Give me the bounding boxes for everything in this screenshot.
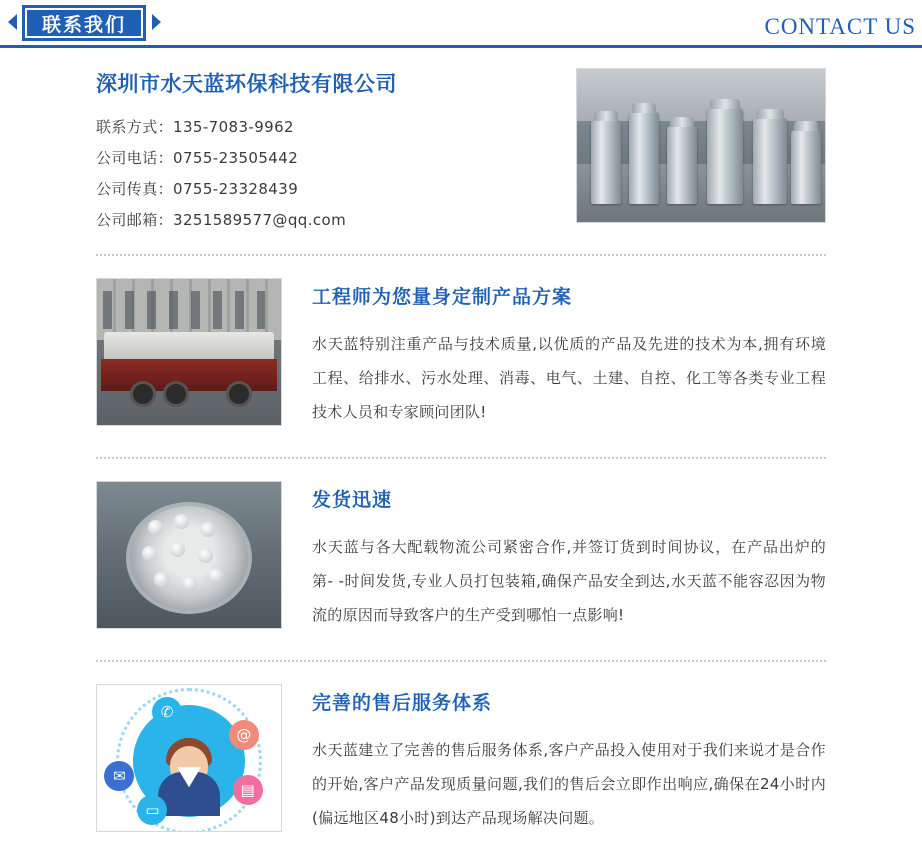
photo-hole-shape [200,522,215,537]
photo-hole-shape [208,568,223,583]
photo-tank-shape [629,112,659,204]
feature-media [96,278,282,429]
feature-row [0,459,922,642]
feature-title: 完善的售后服务体系 [312,692,493,714]
photo-wheel-shape [163,381,189,407]
feature-body: 水天蓝建立了完善的售后服务体系,客户产品投入使用对于我们来说才是合作的开始,客户产品发现质量问题,我们的售后会立即作出响应,确保在24小时内(偏远地区48小时)到达产品现场解决问题。 [312,741,826,827]
vessel-photo [96,481,282,629]
photo-hole-shape [198,548,213,563]
feature-body: 水天蓝特别注重产品与技术质量,以优质的产品及先进的技术为本,拥有环境工程、给排水、污水处理、消毒、电气、土建、自控、化工等各类专业工程技术人员和专家顾问团队! [312,335,826,421]
section-ribbon [22,5,146,41]
photo-truck-body-shape [101,359,278,391]
photo-drum-shape [126,502,252,614]
ribbon-arrow-right-icon [152,14,161,30]
photo-hole-shape [154,572,169,587]
feature-body: 水天蓝与各大配载物流公司紧密合作,并签订货到时间协议，在产品出炉的第- -时间发货,专业人员打包装箱,确保产品安全到达,水天蓝不能容忍因为物流的原因而导致客户的生产受到哪怕一点影响! [312,538,826,624]
contact-line-fax: 公司传真：0755-23328439 [96,180,299,198]
factory-photo [576,68,826,223]
photo-cargo-shape [104,332,273,361]
photo-wheel-shape [226,381,252,407]
truck-photo [96,278,282,426]
contact-line-email: 公司邮箱：3251589577@qq.com [96,211,347,229]
feature-title: 工程师为您量身定制产品方案 [312,286,573,308]
photo-tank-shape [791,130,821,204]
section-title-en: CONTACT US [764,14,916,39]
document-icon: ▤ [233,775,263,805]
photo-windows-shape [103,291,265,329]
phone-icon: ✆ [152,697,182,727]
service-illustration [96,684,282,832]
contact-line-mobile: 联系方式：135-7083-9962 [96,118,295,136]
photo-hole-shape [182,576,197,591]
contact-block [0,48,922,236]
company-name: 深圳市水天蓝环保科技有限公司 [96,72,397,96]
photo-tank-shape [753,118,787,204]
feature-media [96,684,282,835]
feature-text [312,684,826,835]
feature-media [96,481,282,632]
feature-row [0,662,922,845]
feature-text [312,481,826,632]
page-header [0,0,922,48]
photo-hole-shape [174,514,189,529]
photo-hole-shape [142,546,157,561]
chat-icon: ▭ [137,795,167,825]
photo-wheel-shape [130,381,156,407]
contact-line-phone: 公司电话：0755-23505442 [96,149,299,167]
contact-info [96,66,558,236]
photo-tank-shape [591,120,621,204]
photo-tank-shape [667,126,697,204]
ribbon-arrow-left-icon [8,14,17,30]
photo-hole-shape [148,520,163,535]
at-icon: @ [229,720,259,750]
feature-title: 发货迅速 [312,489,393,511]
mail-icon: ✉ [104,761,134,791]
section-title-cn: 联系我们 [41,13,126,36]
photo-hole-shape [170,542,185,557]
feature-row [0,256,922,439]
feature-text [312,278,826,429]
photo-tank-shape [707,108,743,204]
